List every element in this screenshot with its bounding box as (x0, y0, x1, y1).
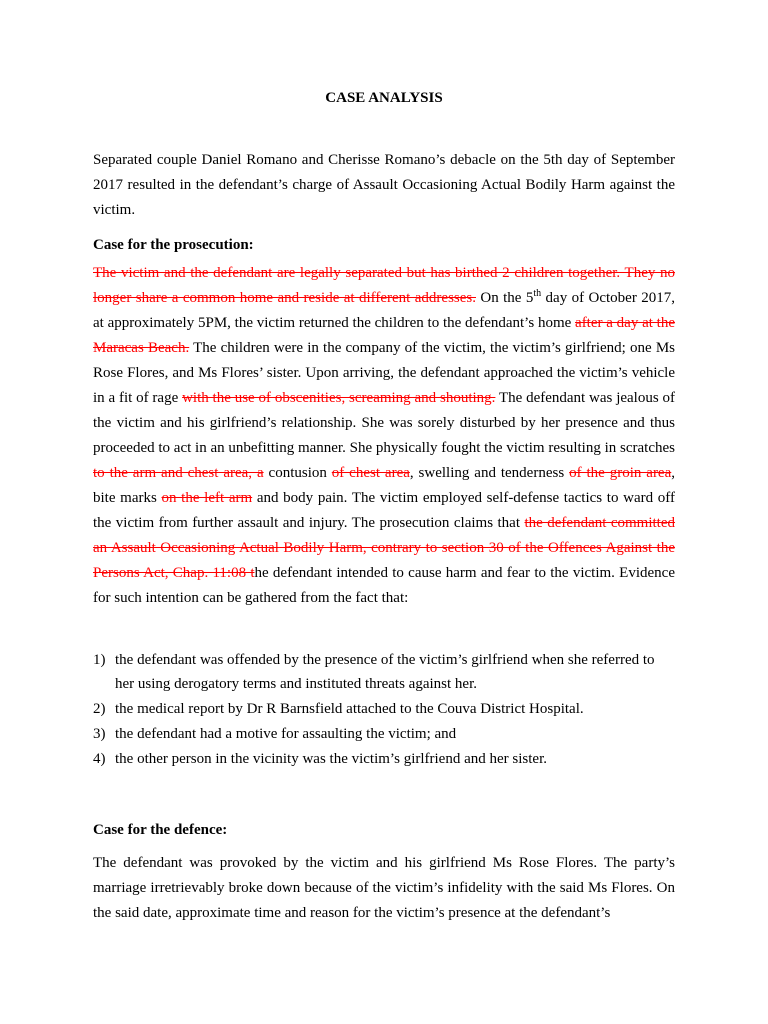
intro-paragraph: Separated couple Daniel Romano and Cherisse Romano’s debacle on the 5th day of September 2017 resulted in the defendant’s charge of Assault Occasioning Actual Bodily Harm against the victim. (93, 152, 675, 218)
body-text: , bite marks (93, 465, 676, 506)
deleted-text: the defendant committed an Assault Occasioning Actual Bodily Harm, contrary to section 30 of the Offences Against the Persons Act, Chap. 11:08 t (93, 515, 676, 581)
document-title: CASE ANALYSIS (325, 90, 443, 106)
defence-paragraph: The defendant was provoked by the victim and his girlfriend Ms Rose Flores. The party’s marriage irretrievably broke down because of the victim’s infidelity with the said Ms Flores. On the said date, approximate time and reason for the victim’s presence at the defendant’s (93, 855, 675, 921)
deleted-text: to the arm and chest area, a (93, 465, 264, 481)
body-text: and body pain. The victim employed self-defense tactics to ward off the victim from further assault and injury. The prosecution claims that (93, 490, 675, 531)
body-text: The children were in the company of the victim, the victim’s girlfriend; one Ms Rose Flores, and Ms Flores’ sister. Upon arriving, the defendant approached the victim’s vehicle in a fit of rage (93, 340, 676, 406)
body-text: , swelling and tenderness (409, 465, 570, 481)
list-text: the other person in the vicinity was the victim’s girlfriend and her sister. (115, 751, 547, 767)
deleted-text: on the left arm (161, 490, 253, 506)
list-number: 3) (93, 726, 106, 742)
list-text: the defendant was offended by the presence of the victim’s girlfriend when she referred to her using derogatory terms and instituted threats against her. (115, 652, 655, 692)
body-text: On the 5 (476, 290, 534, 306)
deleted-text: of chest area (331, 465, 410, 481)
body-text: day of October 2017, at approximately 5PM, the victim returned the children to the defendant’s home (93, 290, 675, 331)
defence-heading: Case for the defence: (93, 822, 228, 838)
list-number: 4) (93, 751, 106, 767)
list-number: 1) (93, 652, 106, 668)
deleted-text: after a day at the Maracas Beach. (93, 315, 675, 356)
deleted-text: The victim and the defendant are legally separated but has birthed 2 children together. They no longer share a common home and reside at different addresses. (93, 265, 675, 306)
list-item (93, 722, 675, 746)
deleted-text: with the use of obscenities, screaming and shouting. (182, 390, 496, 406)
evidence-list (93, 648, 675, 772)
body-text: The defendant was jealous of the victim and his girlfriend’s relationship. She was sorely disturbed by her presence and thus proceeded to act in an unbefitting manner. She physically fought the victim resulting in scratches (93, 390, 675, 456)
list-number: 2) (93, 701, 106, 717)
list-item (93, 747, 675, 771)
body-text: he defendant intended to cause harm and fear to the victim. Evidence for such intention can be gathered from the fact that: (93, 565, 675, 606)
list-text: the defendant had a motive for assaulting the victim; and (115, 726, 457, 742)
list-item (93, 697, 675, 721)
superscript-text: th (533, 288, 542, 299)
deleted-text: of the groin area (569, 465, 672, 481)
list-text: the medical report by Dr R Barnsfield attached to the Couva District Hospital. (115, 701, 584, 717)
prosecution-paragraph (93, 261, 675, 611)
prosecution-heading: Case for the prosecution: (93, 237, 254, 253)
body-text: contusion (263, 465, 332, 481)
list-item (93, 648, 675, 696)
